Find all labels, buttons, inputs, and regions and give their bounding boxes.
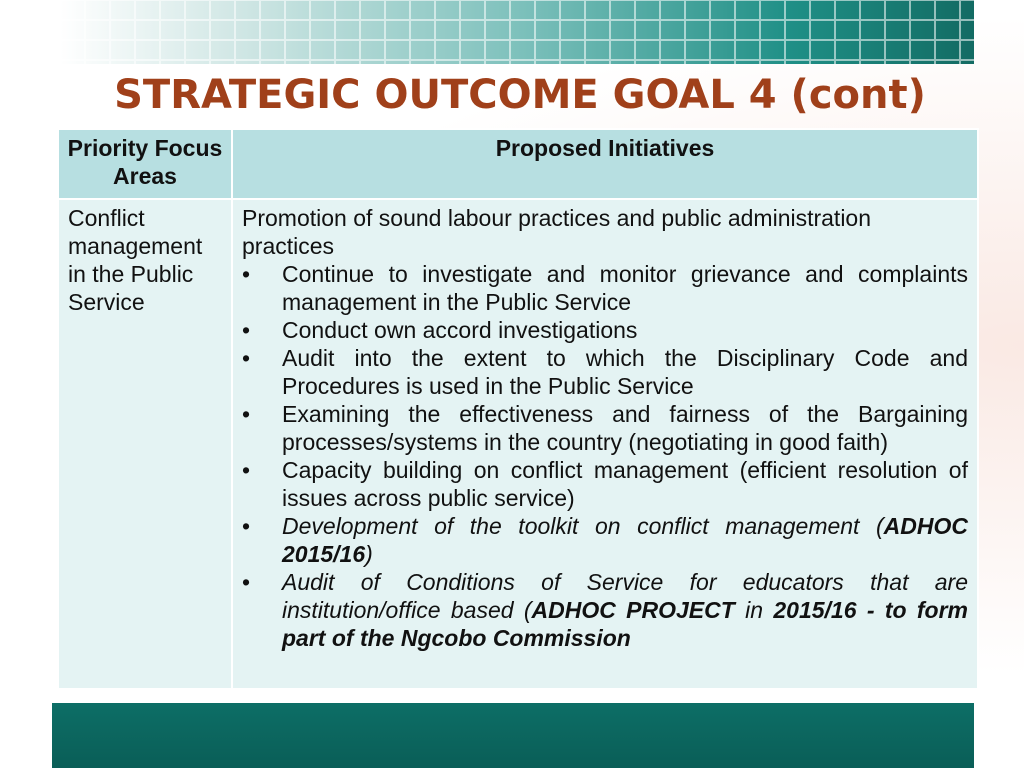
bullet-icon: • [242,317,251,343]
bullet-icon: • [242,401,251,427]
initiatives-cell [233,200,977,688]
initiatives-intro: Promotion of sound labour practices and public administration practices [242,205,872,259]
adhoc-tag: ADHOC 2015/16 [282,513,968,567]
adhoc-project-tag: ADHOC PROJECT [531,597,735,623]
bullet-icon: • [242,513,251,539]
list-item: • Capacity building on conflict management (efficient resolution of issues across public service) [242,457,968,511]
bullet-icon: • [242,569,251,595]
bottom-decorative-bar [52,703,974,768]
grid-pattern [60,0,974,64]
list-item [242,512,968,568]
list-item: • Conduct own accord investigations [242,317,638,343]
slide-title: STRATEGIC OUTCOME GOAL 4 (cont) [114,72,926,118]
list-item: • Continue to investigate and monitor grievance and complaints management in the Public Service [242,261,968,315]
top-decorative-banner [60,0,974,64]
ngcobo-commission-note: 2015/16 - to form part of the Ngcobo Commission [282,597,968,651]
focus-area-cell: Conflict management in the Public Service [59,200,231,688]
table-row [59,200,977,688]
bullet-icon: • [242,457,251,483]
initiatives-table [57,128,979,690]
audit-conditions-initiative: Audit of Conditions of Service for educators that are institution/office based (ADHOC PROJECT in 2015/16 - to form part of the Ngcobo Commission [282,569,968,651]
header-priority-focus-areas: Priority Focus Areas [59,130,231,198]
header-proposed-initiatives: Proposed Initiatives [233,130,977,198]
list-item [242,568,968,652]
list-item: • Examining the effectiveness and fairness of the Bargaining processes/systems in the country (negotiating in good faith) [242,401,968,455]
toolkit-initiative: Development of the toolkit on conflict management (ADHOC 2015/16) [282,513,968,567]
initiatives-list [242,260,968,652]
list-item: • Audit into the extent to which the Disciplinary Code and Procedures is used in the Public Service [242,345,968,399]
table-header-row [59,130,977,198]
bullet-icon: • [242,261,251,287]
bullet-icon: • [242,345,251,371]
